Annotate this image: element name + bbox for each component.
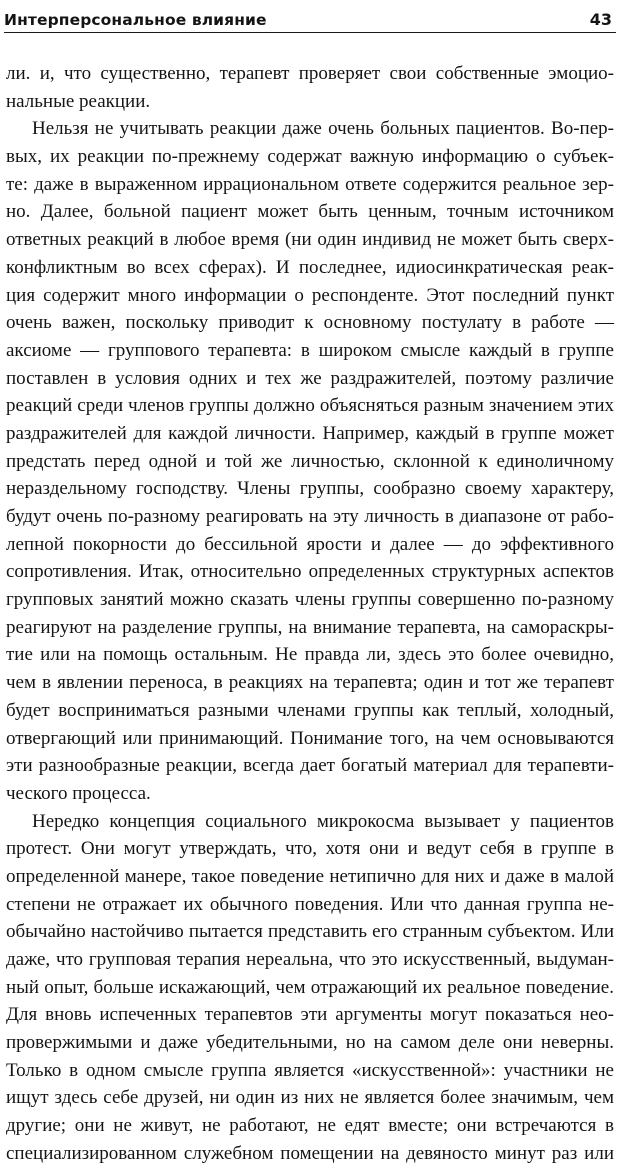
text-line: Нередко концепция социального микрокосма вызывает у пациентов (32, 810, 614, 832)
paragraph (6, 808, 614, 1168)
text-line: протест. Они могут утверждать, что, хотя они и ведут себя в группе в (6, 838, 614, 860)
text-line: обычайно настойчиво пытается представить его странным субъектом. Или (6, 921, 614, 943)
text-line: нераздельному господству. Члены группы, сообразно своему характеру, (6, 478, 614, 500)
text-line: провержимыми и даже убедительными, но на самом деле они неверны. (6, 1032, 614, 1054)
text-line: ли. и, что существенно, терапевт проверяет свои собственные эмоцио- (6, 63, 614, 84)
running-title: Интерперсональное влияние (4, 11, 267, 29)
text-line: реагируют на разделение группы, на внимание терапевта, на самораскры- (6, 616, 614, 638)
text-line: Для вновь испеченных терапевтов эти аргументы могут показаться нео- (6, 1004, 614, 1026)
text-line: аксиоме — группового терапевта: в широком смысле каждый в группе (6, 339, 614, 361)
text-line: ция содержит много информации о респонденте. Этот последний пункт (6, 284, 614, 306)
text-line: эти разнообразные реакции, всегда дает богатый материал для терапевти- (6, 755, 614, 777)
text-line: ный опыт, больше искажающий, чем отражающий их реальное поведение. (6, 976, 614, 998)
text-line: вых, их реакции по-прежнему содержат важную информацию о субъек- (6, 146, 614, 168)
text-line: ческого процесса. (6, 782, 151, 804)
text-line: нальные реакции. (6, 90, 151, 112)
running-head (4, 0, 616, 30)
page-number: 43 (589, 10, 612, 29)
paragraph (6, 115, 614, 807)
text-line: Нельзя не учитывать реакции даже очень больных пациентов. Во-пер- (32, 118, 614, 140)
text-line: ответных реакций в любое время (ни один индивид не может быть сверх- (6, 229, 614, 251)
text-line: другие; они не живут, не работают, не едят вместе; они встречаются в (6, 1115, 614, 1137)
text-line: реакций среди членов группы должно объясняться разным значением этих (6, 395, 614, 417)
text-line: лепной покорности до бессильной ярости и далее — до эффективного (6, 533, 614, 555)
header-rule (4, 32, 616, 33)
text-line: даже, что групповая терапия нереальна, что это искусственный, выдуман- (6, 949, 614, 970)
text-line: конфликтным во всех сферах). И последнее, идиосинкратическая реак- (6, 256, 614, 278)
text-line: тие или на помощь остальным. Не правда ли, здесь это более очевидно, (6, 644, 614, 666)
text-line: степени не отражает их обычного поведения. Или что данная группа не- (6, 893, 614, 915)
text-line: отвергающий или принимающий. Понимание того, на чем основываются (6, 727, 614, 749)
text-line: будет восприниматься разными членами группы как теплый, холодный, (6, 699, 614, 721)
text-line: те: даже в выраженном иррациональном ответе содержится реальное зер- (6, 173, 614, 195)
text-line: раздражителей для каждой личности. Например, каждый в группе может (6, 422, 614, 444)
text-line: групповых занятий можно сказать члены группы совершенно по-разному (6, 589, 614, 611)
paragraph (6, 60, 614, 115)
body-text (6, 60, 614, 1168)
text-line: поставлен в условия одних и тех же раздражителей, поэтому различие (6, 367, 614, 389)
text-line: очень важен, поскольку приводит к основному постулату в работе — (6, 312, 614, 334)
text-line: ищут здесь себе друзей, ни один из них не является более значимым, чем (6, 1087, 614, 1109)
text-line: Только в одном смысле группа является «искусственной»: участники не (6, 1059, 614, 1081)
text-line: предстать перед одной и той же личностью, склонной к единоличному (6, 450, 614, 472)
text-line: чем в явлении переноса, в реакциях на терапевта; один и тот же терапевт (6, 672, 614, 694)
text-line: определенной манере, такое поведение нетипично для них и даже в малой (6, 865, 614, 887)
text-line: сопротивления. Итак, относительно определенных структурных аспектов (6, 561, 614, 583)
text-line: но. Далее, больной пациент может быть ценным, точным источником (6, 201, 614, 223)
text-line: специализированном служебном помещении на девяносто минут раз или (6, 1142, 614, 1164)
text-line: будут очень по-разному реагировать на эту личность в диапазоне от рабо- (6, 506, 614, 527)
